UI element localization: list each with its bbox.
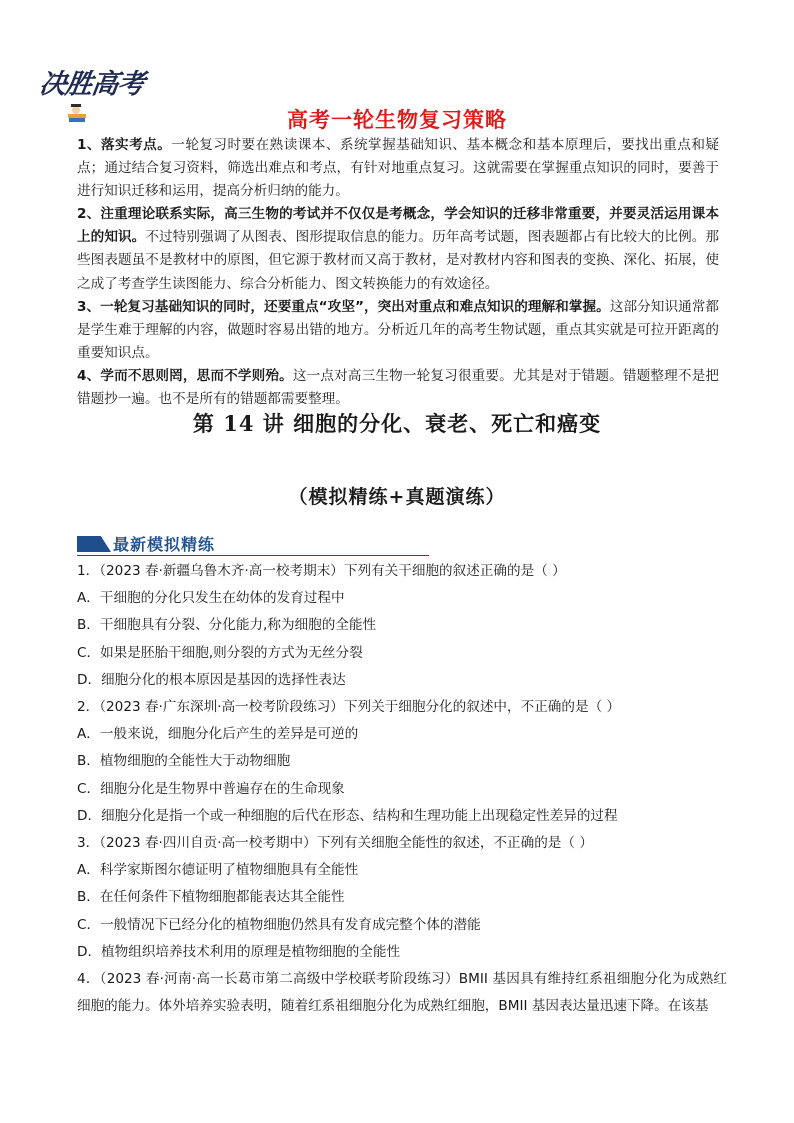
strategy-paragraph: 4、学而不思则罔，思而不学则殆。这一点对高三生物一轮复习很重要。尤其是对于错题。错题整理不是把错题抄一遍。也不是所有的错题都需要整理。 <box>77 367 719 408</box>
question-option: C．一般情况下已经分化的植物细胞仍然具有发育成完整个体的潜能 <box>77 916 481 933</box>
logo-text: 决胜高考 <box>37 69 146 100</box>
lecture-title: 第 14 讲 细胞的分化、衰老、死亡和癌变 <box>192 411 602 436</box>
question-list <box>77 558 727 1020</box>
question-line: 4．（2023 春·河南·高一长葛市第二高级中学校联考阶段练习）BMII 基因具有维持红系祖细胞分化为成熟红细胞的能力。体外培养实验表明，随着红系祖细胞分化为成熟红细胞，BMII 基因表达量迅速下降。在该基 <box>77 971 727 1015</box>
strategy-paragraph: 2、注重理论联系实际，高三生物的考试并不仅仅是考概念，学会知识的迁移非常重要，并要灵活运用课本上的知识。不过特别强调了从图表、图形提取信息的能力。历年高考试题，图表题都占有比较大的比例。那些图表题虽不是教材中的原图，但它源于教材而又高于教材，是对教材内容和图表的变换、深化、拓展，使之成了考查学生读图能力、综合分析能力、图文转换能力的有效途径。 <box>77 206 720 292</box>
question-option: A．干细胞的分化只发生在幼体的发育过程中 <box>77 590 345 607</box>
question-line: 1．（2023 春·新疆乌鲁木齐·高一校考期末）下列有关干细胞的叙述正确的是（ ） <box>77 563 566 579</box>
question-line: 2．（2023 春·广东深圳·高一校考阶段练习）下列关于细胞分化的叙述中，不正确的是（ ） <box>77 699 621 716</box>
page-title: 高考一轮生物复习策略 <box>287 108 507 132</box>
question-option: D．细胞分化是指一个或一种细胞的后代在形态、结构和生理功能上出现稳定性差异的过程 <box>77 807 618 824</box>
section-label: 最新模拟精练 <box>113 535 216 554</box>
strategy-paragraph: 3、一轮复习基础知识的同时，还要重点“攻坚”，突出对重点和难点知识的理解和掌握。这部分知识通常都是学生难于理解的内容，做题时容易出错的地方。分析近几年的高考生物试题，重点其实就是可拉开距离的重要知识点。 <box>77 298 720 361</box>
lecture-subtitle: （模拟精练+真题演练） <box>288 486 506 508</box>
strategy-paragraph: 1、落实考点。一轮复习时要在熟读课本、系统掌握基础知识、基本概念和基本原理后，要找出重点和疑点；通过结合复习资料，筛选出难点和考点，有针对地重点复习。这就需要在掌握重点知识的同时，要善于进行知识迁移和运用，提高分析归纳的能力。 <box>77 137 719 200</box>
question-option: B．植物细胞的全能性大于动物细胞 <box>77 753 291 770</box>
question-option: D．细胞分化的根本原因是基因的选择性表达 <box>77 671 346 688</box>
question-option: D．植物组织培养技术利用的原理是植物细胞的全能性 <box>77 943 401 960</box>
question-option: B．干细胞具有分裂、分化能力,称为细胞的全能性 <box>77 617 377 634</box>
question-option: C．细胞分化是生物界中普遍存在的生命现象 <box>77 780 345 797</box>
banner-bar <box>77 536 111 552</box>
question-line: 3．（2023 春·四川自贡·高一校考期中）下列有关细胞全能性的叙述，不正确的是（ ） <box>77 835 593 852</box>
strategy-section <box>77 134 719 411</box>
question-option: B．在任何条件下植物细胞都能表达其全能性 <box>77 889 345 906</box>
banner-rule <box>77 555 429 556</box>
section-banner <box>77 532 429 556</box>
question-option: A．一般来说，细胞分化后产生的差异是可逆的 <box>77 726 359 743</box>
question-option: A．科学家斯图尔德证明了植物细胞具有全能性 <box>77 862 359 879</box>
question-option: C．如果是胚胎干细胞,则分裂的方式为无丝分裂 <box>77 644 363 661</box>
